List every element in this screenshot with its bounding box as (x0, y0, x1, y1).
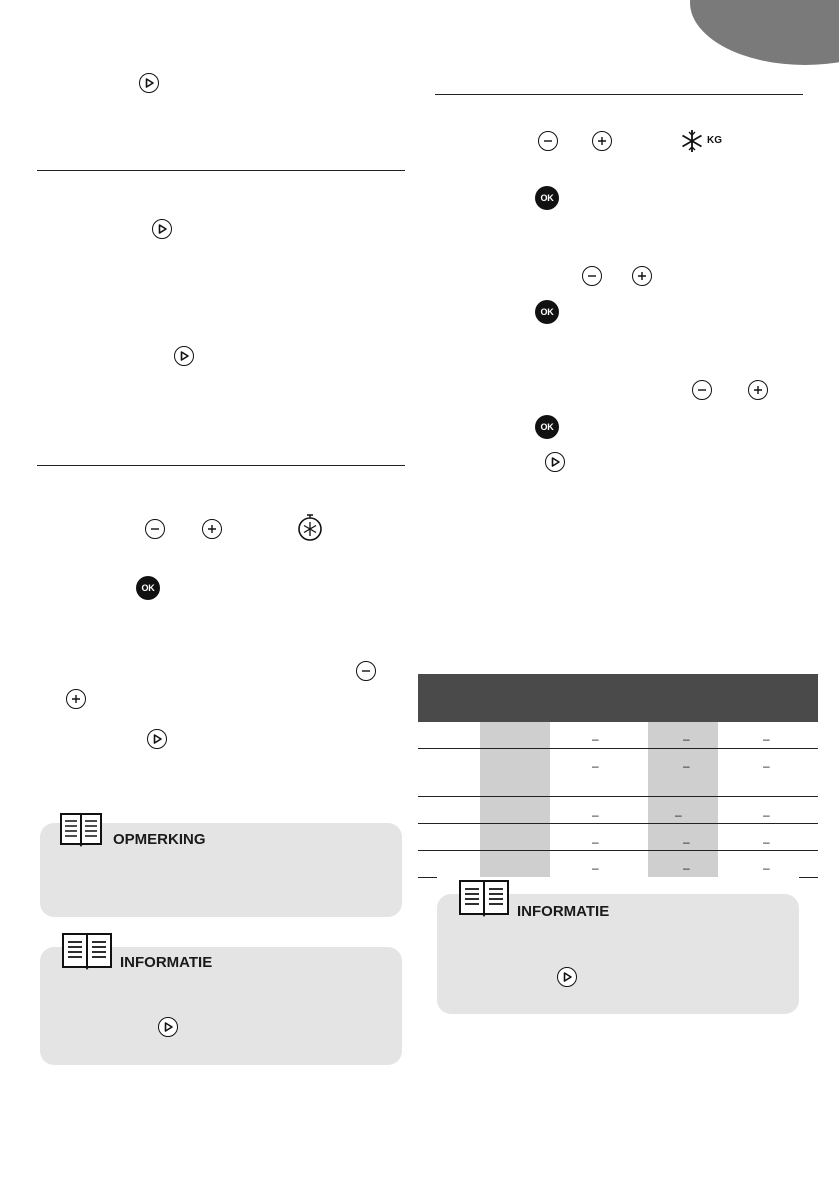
snowflake-icon (680, 129, 704, 153)
play-icon (147, 729, 167, 749)
book-icon (62, 933, 112, 976)
weight-unit-label: KG (707, 135, 722, 146)
section-divider (37, 465, 405, 466)
table-bottom-rule (418, 877, 437, 878)
table-row-divider (418, 748, 818, 749)
table-cell: – (683, 732, 690, 746)
table-cell: – (675, 808, 682, 822)
table-header (418, 674, 818, 722)
play-icon (152, 219, 172, 239)
table-cell: – (592, 835, 599, 849)
minus-icon (356, 661, 376, 681)
minus-icon (145, 519, 165, 539)
table-cell: – (592, 759, 599, 773)
ok-button-icon: OK (136, 576, 160, 600)
page-corner-tab (690, 0, 839, 65)
section-divider (37, 170, 405, 171)
table-cell: – (763, 861, 770, 875)
play-icon (174, 346, 194, 366)
plus-icon (202, 519, 222, 539)
plus-icon (66, 689, 86, 709)
section-divider (435, 94, 803, 95)
table-cell: – (763, 759, 770, 773)
minus-icon (582, 266, 602, 286)
note-title: OPMERKING (113, 831, 206, 848)
minus-icon (538, 131, 558, 151)
info-title: INFORMATIE (517, 903, 610, 920)
plus-icon (592, 131, 612, 151)
book-icon (459, 880, 509, 923)
play-icon (545, 452, 565, 472)
plus-icon (632, 266, 652, 286)
table-shaded-column (480, 722, 550, 877)
book-icon (60, 813, 102, 852)
play-icon (557, 967, 577, 987)
ok-button-icon: OK (535, 415, 559, 439)
table-cell: – (683, 835, 690, 849)
ok-button-icon: OK (535, 300, 559, 324)
table-cell: – (763, 732, 770, 746)
table-row-divider (418, 796, 818, 797)
plus-icon (748, 380, 768, 400)
info-title: INFORMATIE (120, 954, 213, 971)
table-cell: – (592, 861, 599, 875)
table-cell: – (763, 835, 770, 849)
defrost-timer-icon (296, 512, 324, 542)
minus-icon (692, 380, 712, 400)
table-cell: – (683, 759, 690, 773)
table-row-divider (418, 823, 818, 824)
table-row-divider (418, 850, 818, 851)
play-icon (158, 1017, 178, 1037)
table-cell: – (763, 808, 770, 822)
table-bottom-rule (799, 877, 818, 878)
ok-button-icon: OK (535, 186, 559, 210)
table-cell: – (592, 732, 599, 746)
table-cell: – (592, 808, 599, 822)
table-cell: – (683, 861, 690, 875)
play-icon (139, 73, 159, 93)
